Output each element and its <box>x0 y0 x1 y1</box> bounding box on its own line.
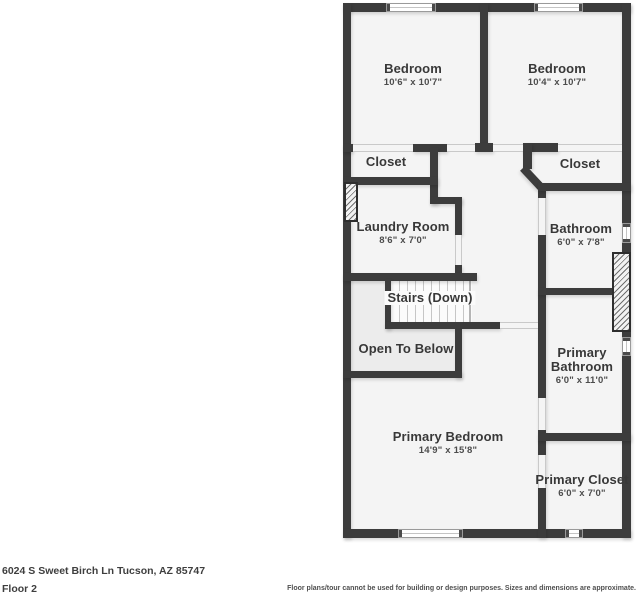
room-label-primary-bedroom <box>393 430 504 457</box>
window-bedroom-left <box>386 3 436 12</box>
room-label-primary-bathroom <box>551 346 613 387</box>
room-name: Open To Below <box>358 341 454 356</box>
wall-left <box>343 3 351 538</box>
room-name: Closet <box>365 154 407 169</box>
room-dims: 6'0" x 11'0" <box>555 375 609 386</box>
room-name: Bathroom <box>550 359 614 374</box>
room-dims: 6'0" x 7'8" <box>557 237 605 248</box>
room-name: Primary Bedroom <box>392 429 504 444</box>
room-dims: 14'9" x 15'8" <box>418 445 478 456</box>
window-bathroom <box>622 223 631 243</box>
door-opening-closet-right <box>558 144 622 152</box>
wall-stairs-top <box>343 273 477 281</box>
room-dims: 10'6" x 10'7" <box>383 77 443 88</box>
room-label-open-to-below <box>359 342 454 356</box>
door-opening-primary-bedroom <box>500 322 538 329</box>
wall-primary-bathroom-bottom <box>538 433 631 441</box>
door-opening-bedroom-right <box>493 144 523 152</box>
room-label-closet-right <box>560 157 600 171</box>
room-label-stairs <box>384 291 475 305</box>
room-name: Bedroom <box>528 61 586 76</box>
room-name: Closet <box>559 156 601 171</box>
room-name: Laundry Room <box>356 219 450 234</box>
room-dims: 6'0" x 7'0" <box>558 488 606 499</box>
room-name: Bathroom <box>549 221 613 236</box>
room-name: Bedroom <box>384 61 442 76</box>
wall-closet-left-side <box>430 148 438 204</box>
address-text: 6024 S Sweet Birch Ln Tucson, AZ 85747 <box>2 565 206 577</box>
room-label-primary-closet <box>535 473 628 500</box>
room-name: Stairs (Down) <box>384 291 475 305</box>
wall-bottom <box>343 529 631 538</box>
room-label-bedroom-left <box>384 62 442 89</box>
window-primary-bathroom <box>622 337 631 356</box>
wall-bedroom-divider-cap <box>475 143 493 152</box>
window-primary-closet <box>565 529 583 538</box>
room-name: Primary <box>557 345 607 360</box>
window-bedroom-right <box>534 3 583 12</box>
wall-laundry-jog-v <box>455 197 462 235</box>
window-primary-bedroom <box>398 529 463 538</box>
wall-closet-right-bottom <box>538 183 631 191</box>
door-opening-closet-left <box>353 144 413 152</box>
floor-label: Floor 2 <box>2 583 38 595</box>
disclaimer-text: Floor plans/tour cannot be used for building or design purposes. Sizes and dimensions are approximate. <box>287 585 636 592</box>
wall-open-to-below-bottom <box>343 371 462 378</box>
hatch-panel-left <box>344 182 358 222</box>
room-dims: 10'4" x 10'7" <box>527 77 587 88</box>
room-label-closet-left <box>366 155 406 169</box>
room-label-laundry <box>357 220 450 247</box>
room-name: Primary Closet <box>535 472 629 487</box>
door-opening-primary-bathroom <box>538 398 546 430</box>
wall-bathroom-bottom <box>538 288 614 295</box>
room-dims: 8'6" x 7'0" <box>379 235 427 246</box>
door-opening-laundry <box>455 235 462 265</box>
wall-stairs-bottom <box>385 322 500 329</box>
door-opening-bedroom-left <box>447 144 475 152</box>
hatch-panel-right <box>612 252 631 332</box>
door-opening-bathroom <box>538 198 546 235</box>
wall-bedroom-divider <box>480 3 488 148</box>
room-label-bedroom-right <box>528 62 586 89</box>
wall-bedrooms-bottom-stub-left <box>343 144 353 152</box>
room-label-bathroom <box>550 222 612 249</box>
